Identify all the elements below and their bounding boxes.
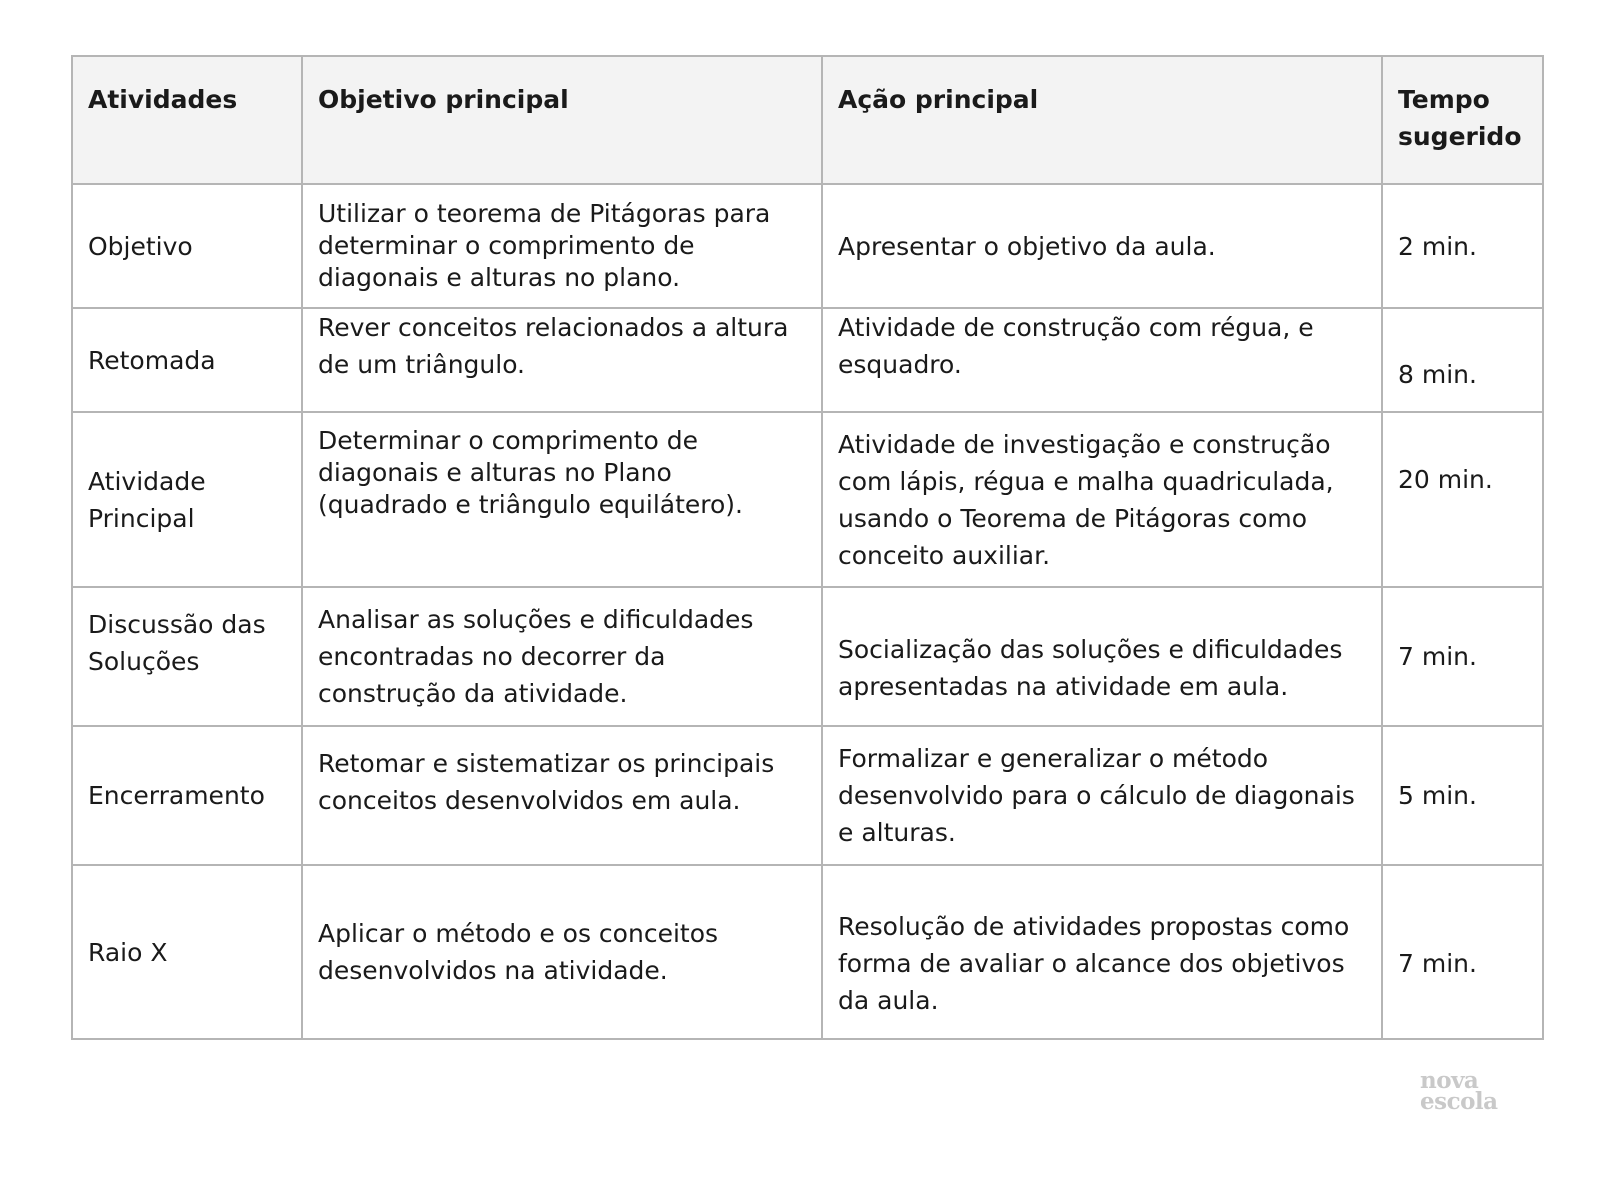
header-acao-principal: Ação principal <box>822 56 1382 184</box>
header-tempo-sugerido: Tempo sugerido <box>1382 56 1543 184</box>
table-row <box>72 865 1543 1039</box>
cell-objetivo: Rever conceitos relacionados a altura de um triângulo. <box>302 308 822 412</box>
table-row <box>72 726 1543 865</box>
cell-atividade: Objetivo <box>72 184 302 308</box>
cell-atividade: Retomada <box>72 308 302 412</box>
cell-acao: Formalizar e generalizar o método desenvolvido para o cálculo de diagonais e alturas. <box>822 726 1382 865</box>
cell-objetivo: Retomar e sistematizar os principais conceitos desenvolvidos em aula. <box>302 726 822 865</box>
cell-acao: Socialização das soluções e dificuldades apresentadas na atividade em aula. <box>822 587 1382 726</box>
logo-line-nova: nova <box>1420 1067 1479 1094</box>
logo-line-escola: escola <box>1420 1088 1498 1115</box>
cell-acao: Resolução de atividades propostas como forma de avaliar o alcance dos objetivos da aula. <box>822 865 1382 1039</box>
cell-acao: Atividade de investigação e construção com lápis, régua e malha quadriculada, usando o Teorema de Pitágoras como conceito auxiliar. <box>822 412 1382 587</box>
cell-tempo: 7 min. <box>1382 587 1543 726</box>
cell-objetivo: Determinar o comprimento de diagonais e alturas no Plano (quadrado e triângulo equilátero). <box>302 412 822 587</box>
cell-atividade: Atividade Principal <box>72 412 302 587</box>
cell-objetivo: Analisar as soluções e dificuldades encontradas no decorrer da construção da atividade. <box>302 587 822 726</box>
table-row <box>72 184 1543 308</box>
cell-tempo: 20 min. <box>1382 412 1543 587</box>
lesson-plan-table <box>71 55 1544 1040</box>
cell-tempo: 5 min. <box>1382 726 1543 865</box>
header-objetivo-principal: Objetivo principal <box>302 56 822 184</box>
cell-tempo: 7 min. <box>1382 865 1543 1039</box>
cell-atividade: Encerramento <box>72 726 302 865</box>
table-row <box>72 587 1543 726</box>
nova-escola-logo <box>1420 1067 1520 1115</box>
table-row <box>72 308 1543 412</box>
cell-acao: Atividade de construção com régua, e esquadro. <box>822 308 1382 412</box>
cell-atividade: Discussão das Soluções <box>72 587 302 726</box>
cell-objetivo: Aplicar o método e os conceitos desenvolvidos na atividade. <box>302 865 822 1039</box>
cell-tempo: 2 min. <box>1382 184 1543 308</box>
cell-acao: Apresentar o objetivo da aula. <box>822 184 1382 308</box>
cell-objetivo: Utilizar o teorema de Pitágoras para determinar o comprimento de diagonais e alturas no plano. <box>302 184 822 308</box>
cell-tempo: 8 min. <box>1382 308 1543 412</box>
table-row <box>72 412 1543 587</box>
table-header-row <box>72 56 1543 184</box>
cell-atividade: Raio X <box>72 865 302 1039</box>
header-atividades: Atividades <box>72 56 302 184</box>
